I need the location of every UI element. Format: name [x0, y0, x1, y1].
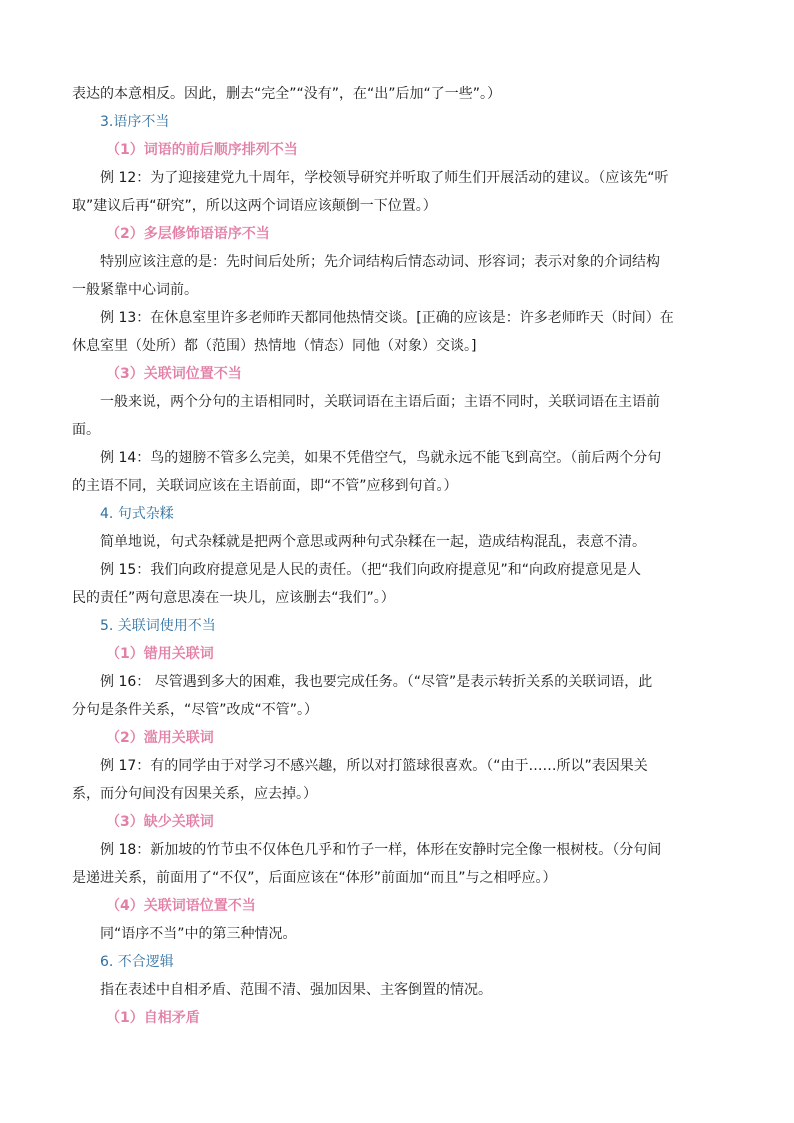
subsection-heading: （3）关联词位置不当: [106, 366, 242, 382]
paragraph-line: 休息室里（处所）都（范围）热情地（情态）同他（对象）交谈。]: [72, 338, 477, 354]
paragraph-line: 同“语序不当”中的第三种情况。: [100, 926, 297, 942]
paragraph-line: 分句是条件关系，“尽管”改成“不管”。）: [72, 702, 319, 718]
paragraph-line: 例 16： 尽管遇到多大的困难，我也要完成任务。（“尽管”是表示转折关系的关联词语，此: [100, 674, 653, 690]
subsection-heading: （1）错用关联词: [106, 646, 214, 662]
paragraph-line: 取”建议后再“研究”，所以这两个词语应该颠倒一下位置。）: [72, 198, 437, 214]
paragraph-line: 是递进关系，前面用了“不仅”，后面应该在“体形”前面加“而且”与之相呼应。）: [72, 870, 557, 886]
paragraph-line: 表达的本意相反。因此，删去“完全”“没有”，在“出”后加“了一些”。）: [72, 86, 502, 102]
paragraph-line: 的主语不同，关联词应该在主语前面，即“不管”应移到句首。）: [72, 478, 458, 494]
paragraph-line: 简单地说，句式杂糅就是把两个意思或两种句式杂糅在一起，造成结构混乱，表意不清。: [100, 534, 646, 550]
paragraph-line: 例 17：有的同学由于对学习不感兴趣，所以对打篮球很喜欢。（“由于……所以”表因果关: [100, 758, 648, 774]
paragraph-line: 特别应该注意的是：先时间后处所；先介词结构后情态动词、形容词；表示对象的介词结构: [100, 254, 660, 270]
subsection-heading: （2）滥用关联词: [106, 730, 214, 746]
paragraph-line: 系，而分句间没有因果关系，应去掉。）: [72, 786, 317, 802]
subsection-heading: （1）自相矛盾: [106, 1010, 200, 1026]
paragraph-line: 一般来说，两个分句的主语相同时，关联词语在主语后面；主语不同时，关联词语在主语前: [100, 394, 660, 410]
subsection-heading: （1）词语的前后顺序排列不当: [106, 142, 298, 158]
section-heading: 4. 句式杂糅: [100, 506, 174, 522]
document-body: [72, 80, 732, 1032]
subsection-heading: （2）多层修饰语语序不当: [106, 226, 270, 242]
paragraph-line: 指在表述中自相矛盾、范围不清、强加因果、主客倒置的情况。: [100, 982, 492, 998]
section-heading: 5. 关联词使用不当: [100, 618, 216, 634]
paragraph-line: 面。: [72, 422, 100, 438]
paragraph-line: 例 18：新加坡的竹节虫不仅体色几乎和竹子一样，体形在安静时完全像一根树枝。（分句间: [100, 842, 662, 858]
paragraph-line: 民的责任”两句意思凑在一块儿，应该删去“我们”。）: [72, 590, 395, 606]
paragraph-line: 一般紧靠中心词前。: [72, 282, 198, 298]
section-heading: 3.语序不当: [100, 114, 170, 130]
subsection-heading: （4）关联词语位置不当: [106, 898, 256, 914]
paragraph-line: 例 15：我们向政府提意见是人民的责任。（把“我们向政府提意见”和“向政府提意见是人: [100, 562, 642, 578]
paragraph-line: 例 12：为了迎接建党九十周年，学校领导研究并听取了师生们开展活动的建议。（应该先“听: [100, 170, 669, 186]
section-heading: 6. 不合逻辑: [100, 954, 174, 970]
paragraph-line: 例 14：鸟的翅膀不管多么完美，如果不凭借空气，鸟就永远不能飞到高空。（前后两个分句: [100, 450, 662, 466]
paragraph-line: 例 13：在休息室里许多老师昨天都同他热情交谈。[正确的应该是：许多老师昨天（时间）在: [100, 310, 674, 326]
subsection-heading: （3）缺少关联词: [106, 814, 214, 830]
